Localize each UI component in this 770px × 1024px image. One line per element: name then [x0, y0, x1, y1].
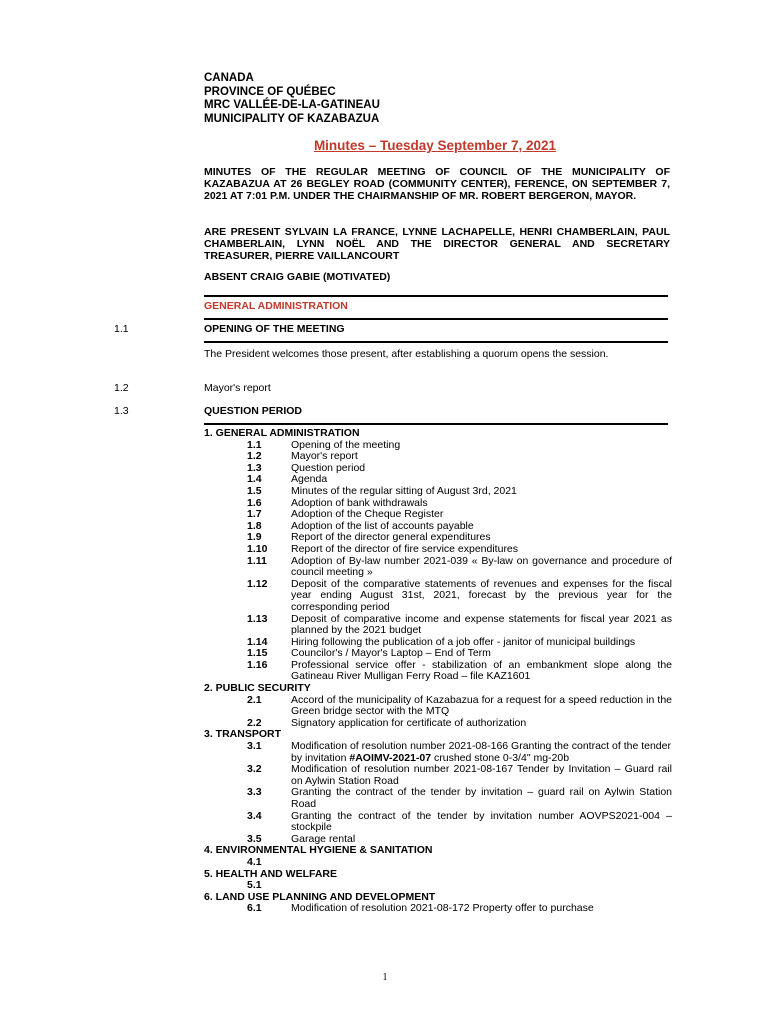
item-number: 1.1	[114, 323, 129, 335]
header-municipality: MUNICIPALITY OF KAZABAZUA	[204, 112, 380, 125]
divider	[204, 423, 668, 425]
agenda-item-text: Modification of resolution number 2021-08-167 Tender by Invitation – Guard rail on Aylwin Station Road	[291, 763, 672, 787]
agenda-item	[204, 787, 672, 810]
agenda-item-number: 1.11	[247, 554, 267, 567]
agenda-item-number: 1.7	[247, 508, 262, 521]
agenda-item-number: 1.12	[247, 577, 268, 590]
agenda-item-text: Adoption of the Cheque Register	[291, 508, 444, 521]
agenda-group-title: 2. PUBLIC SECURITY	[204, 682, 311, 695]
agenda-item	[204, 857, 672, 869]
agenda-item-text: Deposit of the comparative statements of revenues and expenses for the fiscal year ending August 31st, 2021, forecast by the previous year for the corresponding period	[291, 577, 672, 613]
header-country: CANADA	[204, 72, 254, 84]
minutes-title-wrap	[0, 138, 770, 153]
present-paragraph: ARE PRESENT SYLVAIN LA FRANCE, LYNNE LACHAPELLE, HENRI CHAMBERLAIN, PAUL CHAMBERLAIN, LYNN NOËL AND THE DIRECTOR GENERAL AND SECRETARY TREASURER, PIERRE VAILLANCOURT	[204, 226, 670, 262]
agenda-item-text: Granting the contract of the tender by invitation – guard rail on Aylwin Station Road	[291, 786, 672, 810]
agenda-item-number: 3.3	[247, 786, 262, 799]
agenda-item-number: 2.2	[247, 716, 262, 729]
agenda-item	[204, 463, 672, 475]
agenda-item	[204, 509, 672, 521]
agenda-item-number: 1.1	[247, 438, 262, 451]
agenda-item-text: Adoption of bank withdrawals	[291, 496, 428, 509]
agenda-item-text: Minutes of the regular sitting of August 3rd, 2021	[291, 484, 517, 497]
page-number: 1	[382, 972, 388, 983]
agenda-item-text: Councilor's / Mayor's Laptop – End of Term	[291, 647, 491, 660]
agenda-item	[204, 614, 672, 637]
agenda-item-number: 2.1	[247, 693, 262, 706]
agenda-item-number: 1.8	[247, 519, 262, 532]
agenda-item-number: 1.6	[247, 496, 262, 509]
agenda-group-title: 6. LAND USE PLANNING AND DEVELOPMENT	[204, 890, 436, 903]
agenda-item	[204, 764, 672, 787]
agenda-item-number: 1.16	[247, 658, 268, 671]
agenda-item	[204, 880, 672, 892]
agenda-item-number: 1.13	[247, 612, 268, 625]
item-number: 1.3	[114, 405, 129, 417]
agenda-item-number: 1.4	[247, 473, 262, 486]
agenda-item-text: Agenda	[291, 473, 328, 486]
item-label: Mayor's report	[204, 382, 271, 394]
intro-paragraph: MINUTES OF THE REGULAR MEETING OF COUNCIL OF THE MUNICIPALITY OF KAZABAZUA AT 26 BEGLEY ROAD (COMMUNITY CENTER), FERENCE, ON SEPTEMBER 7, 2021 AT 7:01 P.M. UNDER THE CHAIRMANSHIP OF MR. ROBERT BERGERON, MAYOR.	[204, 166, 670, 202]
agenda-item-text: Report of the director general expenditures	[291, 531, 491, 544]
agenda-item-number: 3.1	[247, 740, 262, 753]
item-label: OPENING OF THE MEETING	[204, 323, 345, 335]
agenda-list	[204, 428, 672, 915]
agenda-item-text: Garage rental	[291, 832, 356, 845]
section-title: GENERAL ADMINISTRATION	[204, 300, 348, 312]
agenda-item-number: 3.4	[247, 809, 262, 822]
item-label: QUESTION PERIOD	[204, 405, 303, 417]
agenda-item-text: Opening of the meeting	[291, 438, 401, 451]
divider	[204, 318, 668, 320]
agenda-item	[204, 741, 672, 764]
agenda-item	[204, 451, 672, 463]
agenda-item-number: 4.1	[247, 855, 262, 868]
agenda-item-number: 5.1	[247, 879, 262, 892]
agenda-item	[204, 811, 672, 834]
agenda-item-number: 1.5	[247, 484, 262, 497]
agenda-item	[204, 486, 672, 498]
agenda-item-number: 3.2	[247, 763, 262, 776]
agenda-item-number: 1.15	[247, 647, 268, 660]
agenda-item-number: 3.5	[247, 832, 262, 845]
agenda-item-text: Deposit of comparative income and expense statements for fiscal year 2021 as planned by the 2021 budget	[291, 612, 672, 637]
divider	[204, 341, 668, 343]
agenda-item	[204, 695, 672, 718]
agenda-item	[204, 660, 672, 683]
agenda-item	[204, 903, 672, 915]
item-number: 1.2	[114, 382, 129, 394]
agenda-group-title: 5. HEALTH AND WELFARE	[204, 867, 337, 880]
agenda-item-number: 1.2	[247, 450, 262, 463]
agenda-item-number: 1.3	[247, 461, 262, 474]
agenda-item-text: Mayor's report	[291, 450, 358, 463]
agenda-item	[204, 556, 672, 579]
agenda-item-text: Question period	[291, 461, 366, 474]
agenda-group-title: 4. ENVIRONMENTAL HYGIENE & SANITATION	[204, 844, 433, 857]
agenda-item-text: Report of the director of fire service expenditures	[291, 542, 519, 555]
document-header	[204, 72, 380, 126]
minutes-title: Minutes – Tuesday September 7, 2021	[313, 138, 557, 153]
agenda-item-text: Adoption of By-law number 2021-039 « By-law on governance and procedure of council meeting »	[291, 554, 672, 579]
agenda-item-text: Signatory application for certificate of authorization	[291, 716, 527, 729]
agenda-item-text: Modification of resolution 2021-08-172 Property offer to purchase	[291, 902, 594, 915]
agenda-group-title: 3. TRANSPORT	[204, 728, 282, 741]
agenda-item-text: Accord of the municipality of Kazabazua for a request for a speed reduction in the Green bridge sector with the MTQ	[291, 693, 672, 718]
agenda-item	[204, 579, 672, 614]
agenda-item-text	[291, 880, 672, 892]
item-text: The President welcomes those present, after establishing a quorum opens the session.	[204, 348, 609, 360]
header-mrc: MRC VALLÉE-DE-LA-GATINEAU	[204, 99, 380, 111]
absent-paragraph: ABSENT CRAIG GABIE (MOTIVATED)	[204, 271, 391, 283]
agenda-item-text: Granting the contract of the tender by invitation number AOVPS2021-004 – stockpile	[291, 809, 672, 834]
agenda-item-number: 1.10	[247, 542, 268, 555]
divider	[204, 295, 668, 297]
agenda-item-text	[291, 857, 672, 869]
agenda-group-title: 1. GENERAL ADMINISTRATION	[204, 427, 360, 439]
agenda-item-text: Hiring following the publication of a job offer - janitor of municipal buildings	[291, 635, 636, 648]
agenda-item-text: Modification of resolution number 2021-08-166 Granting the contract of the tender by invitation #AOIMV-2021-07 crushed stone 0-3/4" mg-20b	[291, 740, 671, 764]
agenda-item-number: 6.1	[247, 902, 262, 915]
agenda-item	[204, 440, 672, 452]
agenda-item	[204, 544, 672, 556]
header-province: PROVINCE OF QUÉBEC	[204, 85, 336, 98]
agenda-item-number: 1.9	[247, 531, 262, 544]
agenda-item-number: 1.14	[247, 635, 268, 648]
agenda-item-text: Adoption of the list of accounts payable	[291, 519, 474, 532]
agenda-item-text: Professional service offer - stabilization of an embankment slope along the Gatineau River Mulligan Ferry Road – file KAZ1601	[291, 658, 672, 683]
